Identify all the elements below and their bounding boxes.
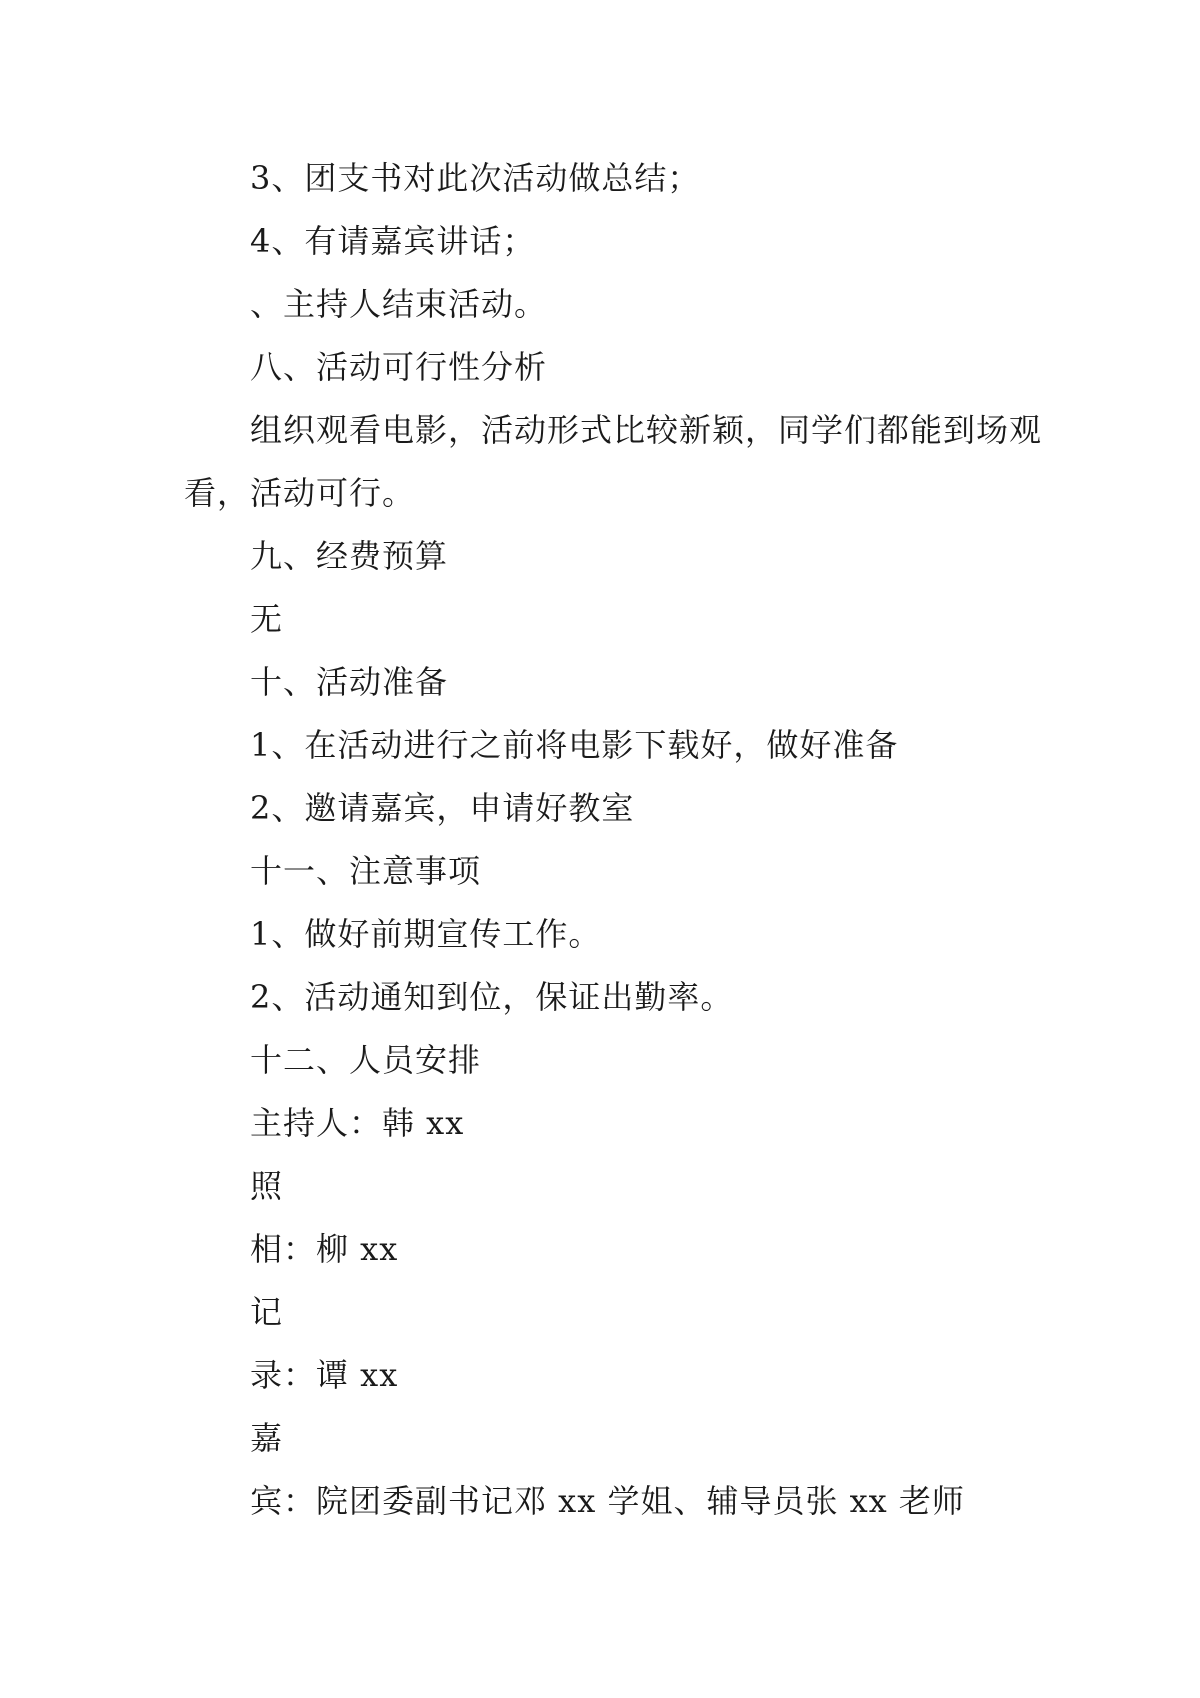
section-heading-preparation: 十、活动准备	[250, 663, 449, 701]
text-line-record-2: 录：谭 xx	[250, 1356, 399, 1394]
text-line-guest-speech: 4、有请嘉宾讲话；	[250, 222, 536, 260]
text-line-host: 主持人：韩 xx	[250, 1104, 465, 1142]
section-heading-budget: 九、经费预算	[250, 537, 449, 575]
text-line-prep-1: 1、在活动进行之前将电影下载好，做好准备	[250, 726, 899, 764]
text-line-budget: 无	[250, 600, 284, 638]
text-line-guest-1: 嘉	[250, 1419, 284, 1457]
text-line-feasibility-1: 组织观看电影，活动形式比较新颖，同学们都能到场观	[250, 411, 1043, 449]
section-heading-staff: 十二、人员安排	[250, 1041, 482, 1079]
text-line-record-1: 记	[250, 1293, 284, 1331]
text-line-summary: 3、团支书对此次活动做总结；	[250, 159, 701, 197]
section-heading-notes: 十一、注意事项	[250, 852, 482, 890]
text-line-photo-2: 相：柳 xx	[250, 1230, 399, 1268]
text-line-notes-1: 1、做好前期宣传工作。	[250, 915, 602, 953]
text-line-prep-2: 2、邀请嘉宾，申请好教室	[250, 789, 635, 827]
text-line-host-ends: 、主持人结束活动。	[250, 285, 548, 323]
section-heading-feasibility: 八、活动可行性分析	[250, 348, 548, 386]
text-line-notes-2: 2、活动通知到位，保证出勤率。	[250, 978, 734, 1016]
text-line-guest-2: 宾：院团委副书记邓 xx 学姐、辅导员张 xx 老师	[250, 1482, 965, 1520]
text-line-feasibility-2: 看，活动可行。	[184, 474, 416, 512]
text-line-photo-1: 照	[250, 1167, 284, 1205]
